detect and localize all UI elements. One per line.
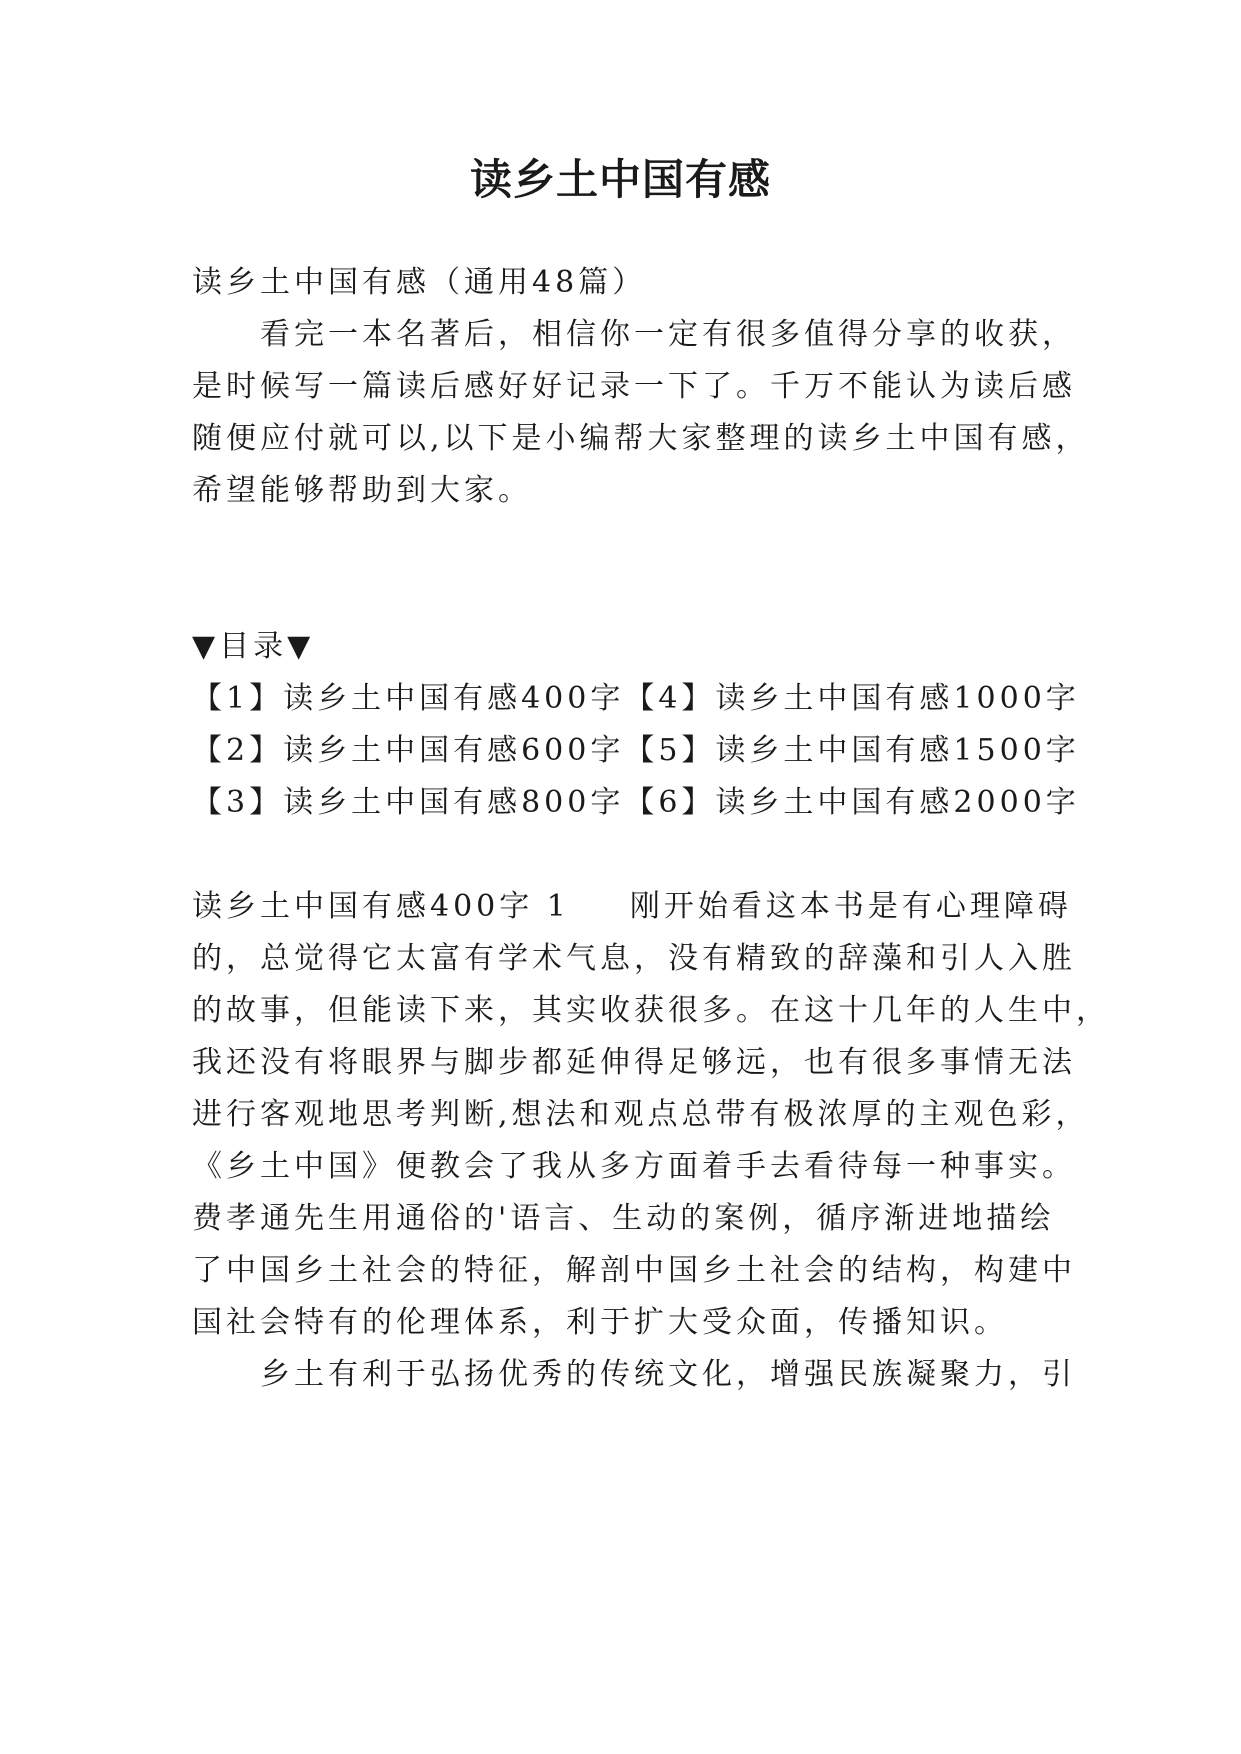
toc-line-2[interactable]: 【2】读乡土中国有感600字【5】读乡土中国有感1500字 [192,733,1080,768]
toc-line-3[interactable]: 【3】读乡土中国有感800字【6】读乡土中国有感2000字 [192,785,1080,820]
intro-line-2: 是时候写一篇读后感好好记录一下了。千万不能认为读后感 [192,369,1076,404]
section1-heading: 读乡土中国有感400字 1 [192,889,570,924]
intro-line-4: 希望能够帮助到大家。 [192,473,532,508]
body-line-5: 进行客观地思考判断,想法和观点总带有极浓厚的主观色彩， [192,1097,1090,1132]
body-line-7: 费孝通先生用通俗的'语言、生动的案例，循序渐进地描绘 [192,1201,1055,1236]
toc-line-1[interactable]: 【1】读乡土中国有感400字【4】读乡土中国有感1000字 [192,681,1080,716]
intro-line-1: 看完一本名著后，相信你一定有很多值得分享的收获， [260,317,1076,352]
body-line-8: 了中国乡土社会的特征，解剖中国乡土社会的结构，构建中 [192,1253,1076,1288]
intro-line-3: 随便应付就可以,以下是小编帮大家整理的读乡土中国有感， [192,421,1090,456]
body-line-2: 的，总觉得它太富有学术气息，没有精致的辞藻和引人入胜 [192,941,1076,976]
document-title: 读乡土中国有感 [469,155,771,204]
body-line-10: 乡土有利于弘扬优秀的传统文化，增强民族凝聚力，引 [260,1357,1076,1392]
toc-heading: ▼目录▼ [192,629,315,664]
body-line-9: 国社会特有的伦理体系，利于扩大受众面，传播知识。 [192,1305,1008,1340]
body-line-4: 我还没有将眼界与脚步都延伸得足够远，也有很多事情无法 [192,1045,1076,1080]
document-subtitle: 读乡土中国有感（通用48篇） [192,265,647,300]
section1-first-line [192,887,1092,927]
body-line-6: 《乡土中国》便教会了我从多方面着手去看待每一种事实。 [192,1149,1076,1184]
body-line-3: 的故事，但能读下来，其实收获很多。在这十几年的人生中， [192,993,1110,1028]
body-line-1: 刚开始看这本书是有心理障碍 [629,889,1072,924]
